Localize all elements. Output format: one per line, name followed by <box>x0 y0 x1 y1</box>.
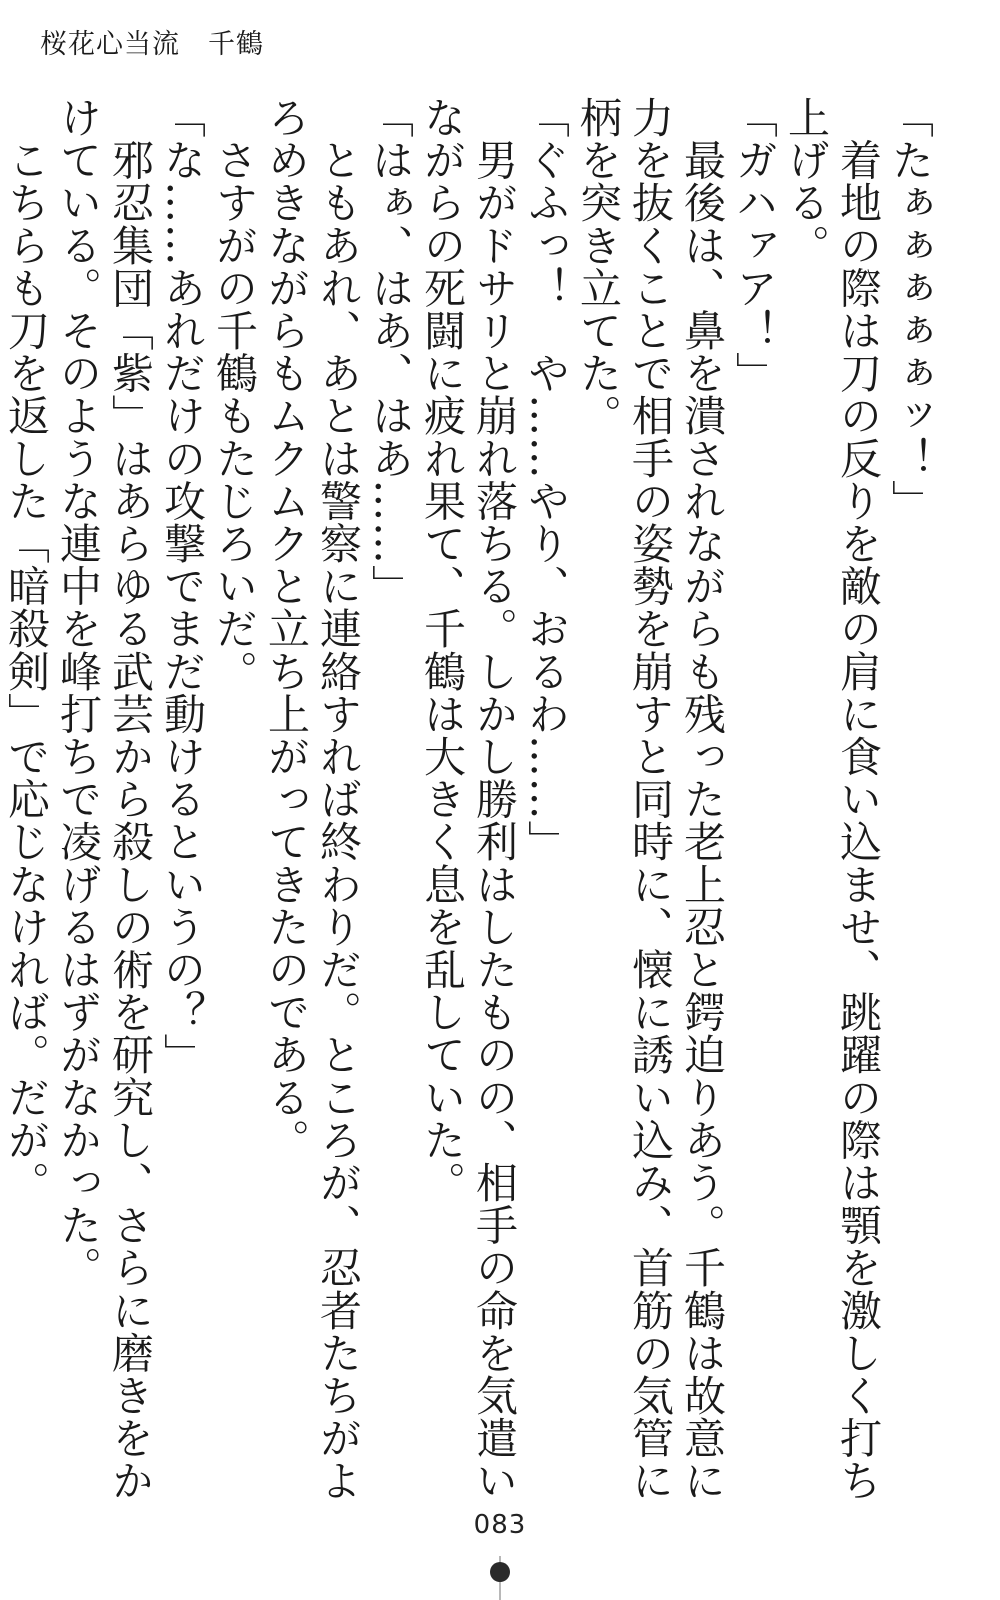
paragraph: さすがの千鶴もたじろいだ。 <box>210 96 259 693</box>
paragraph: 「な……あれだけの攻撃でまだ動けるというの？」 <box>158 96 207 1076</box>
paragraph: 「たぁぁぁぁぁッ！」 <box>886 96 935 522</box>
paragraph: 「ぐふっ！ や……やり、おるわ……」 <box>522 96 571 863</box>
body-text <box>0 96 936 1506</box>
paragraph: 男がドサリと崩れ落ちる。しかし勝利はしたものの、相手の命を気遣いながらの死闘に疲れ果て、千鶴は大きく息を乱していた。 <box>418 96 519 1502</box>
bullet-marker-icon <box>485 1556 515 1600</box>
paragraph: 「はぁ、はあ、はあ……」 <box>366 96 415 608</box>
paragraph: 邪忍集団「紫」はあらゆる武芸から殺しの術を研究し、さらに磨きをかけている。そのような連中を峰打ちで凌げるはずがなかった。 <box>54 96 155 1502</box>
paragraph: 着地の際は刀の反りを敵の肩に食い込ませ、跳躍の際は顎を激しく打ち上げる。 <box>782 96 883 1502</box>
paragraph: 「ガハァア！」 <box>730 96 779 395</box>
running-head: 桜花心当流 千鶴 <box>40 29 264 60</box>
page-number: 083 <box>473 1510 527 1540</box>
page-marker <box>0 1556 1000 1600</box>
paragraph: こちらも刀を返した「暗殺剣」で応じなければ。だが。 <box>2 96 51 1204</box>
paragraph: 最後は、鼻を潰されながらも残った老上忍と鍔迫りあう。千鶴は故意に力を抜くことで相手の姿勢を崩すと同時に、懐に誘い込み、首筋の気管に柄を突き立てた。 <box>574 96 727 1502</box>
paragraph: ともあれ、あとは警察に連絡すれば終わりだ。ところが、忍者たちがよろめきながらもムクムクと立ち上がってきたのである。 <box>262 96 363 1502</box>
